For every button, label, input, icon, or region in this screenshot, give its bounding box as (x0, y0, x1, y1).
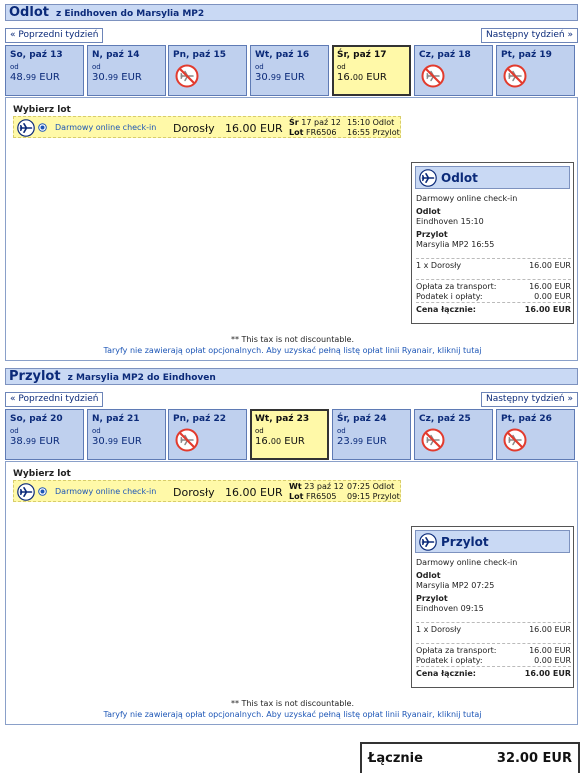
summary-header (415, 166, 570, 189)
summary-checkin: Darmowy online check-in (416, 558, 518, 567)
day-from-label: od (10, 63, 19, 71)
summary-arrival-label: Przylot (416, 594, 448, 603)
summary-departure-value: Marsylia MP2 07:25 (416, 581, 495, 590)
summary-transport-row: Opłata za transport: 16.00 EUR (416, 643, 571, 655)
flight-date: Wt 23 paź 12 (289, 482, 344, 491)
day-price: 16.00 EUR (255, 436, 305, 447)
tax-note: ** This tax is not discountable. (230, 699, 355, 708)
day-tab[interactable] (5, 45, 84, 96)
plane-icon (419, 533, 437, 551)
day-price: 16.00 EUR (337, 72, 387, 83)
day-label: Pn, paź 22 (173, 414, 226, 424)
day-tab[interactable] (496, 45, 575, 96)
departure-time: 15:10 Odlot (347, 118, 395, 127)
flight-price: 16.00 EUR (225, 486, 283, 499)
summary-header (415, 530, 570, 553)
plane-icon (17, 119, 35, 137)
section-title: Odlot (9, 5, 49, 20)
flight-summary-box (411, 526, 574, 688)
summary-passenger-row: 1 x Dorosły 16.00 EUR (416, 258, 571, 270)
summary-tax-row: Podatek i opłaty: 0.00 EUR (416, 656, 571, 665)
section-header (5, 4, 578, 21)
flight-date: Śr 17 paź 12 (289, 118, 341, 127)
no-flight-icon (503, 428, 527, 452)
section-outbound (5, 4, 578, 362)
day-selector (5, 45, 578, 97)
next-week-button[interactable]: Następny tydzień » (481, 392, 578, 407)
section-title: Przylot (9, 369, 61, 384)
day-tab[interactable] (496, 409, 575, 460)
flight-summary-box (411, 162, 574, 324)
summary-departure-label: Odlot (416, 207, 441, 216)
flight-price: 16.00 EUR (225, 122, 283, 135)
day-tab[interactable] (414, 45, 493, 96)
day-label: So, paź 13 (10, 50, 63, 60)
grand-total-value: 32.00 EUR (496, 751, 572, 766)
section-route: z Eindhoven do Marsylia MP2 (55, 9, 205, 19)
summary-transport-row: Opłata za transport: 16.00 EUR (416, 279, 571, 291)
day-tab[interactable] (332, 45, 411, 96)
day-label: Cz, paź 25 (419, 414, 471, 424)
day-label: Pt, paź 26 (501, 414, 552, 424)
day-tab[interactable] (250, 45, 329, 96)
day-label: Pt, paź 19 (501, 50, 552, 60)
summary-departure-value: Eindhoven 15:10 (416, 217, 484, 226)
plane-icon (17, 483, 35, 501)
flight-panel (5, 461, 578, 725)
day-tab[interactable] (414, 409, 493, 460)
summary-departure-label: Odlot (416, 571, 441, 580)
day-from-label: od (337, 427, 346, 435)
flight-number: Lot FR6506 (289, 128, 337, 137)
day-price: 23.99 EUR (337, 436, 387, 447)
day-tab[interactable] (5, 409, 84, 460)
summary-total-row: Cena łącznie: 16.00 EUR (416, 666, 571, 678)
no-flight-icon (421, 428, 445, 452)
day-tab[interactable] (250, 409, 329, 460)
day-price: 30.99 EUR (92, 72, 142, 83)
summary-arrival-label: Przylot (416, 230, 448, 239)
summary-title: Odlot (441, 171, 478, 185)
summary-passenger-row: 1 x Dorosły 16.00 EUR (416, 622, 571, 634)
day-label: N, paź 14 (92, 50, 140, 60)
choose-flight-label: Wybierz lot (13, 469, 71, 479)
day-price: 38.99 EUR (10, 436, 60, 447)
choose-flight-label: Wybierz lot (13, 105, 71, 115)
plane-icon (419, 169, 437, 187)
section-header (5, 368, 578, 385)
radio-icon[interactable] (38, 123, 47, 132)
prev-week-button[interactable]: « Poprzedni tydzień (5, 28, 103, 43)
summary-checkin: Darmowy online check-in (416, 194, 518, 203)
day-price: 48.99 EUR (10, 72, 60, 83)
passenger-type: Dorosły (173, 486, 215, 499)
day-label: N, paź 21 (92, 414, 140, 424)
fees-link[interactable]: Taryfy nie zawierają opłat opcjonalnych. Aby uzyskać pełną listę opłat linii Ryanair, kliknij tutaj (103, 346, 482, 355)
tax-note: ** This tax is not discountable. (230, 335, 355, 344)
no-flight-icon (175, 64, 199, 88)
day-from-label: od (337, 63, 346, 71)
arrival-time: 09:15 Przylot (347, 492, 400, 501)
flight-panel (5, 97, 578, 361)
radio-icon[interactable] (38, 487, 47, 496)
grand-total-label: Łącznie (368, 751, 423, 766)
passenger-type: Dorosły (173, 122, 215, 135)
summary-tax-row: Podatek i opłaty: 0.00 EUR (416, 292, 571, 301)
flight-option-row[interactable] (13, 116, 401, 138)
section-return (5, 368, 578, 726)
flight-number: Lot FR6505 (289, 492, 337, 501)
day-from-label: od (255, 427, 264, 435)
day-price: 30.99 EUR (255, 72, 305, 83)
no-flight-icon (421, 64, 445, 88)
checkin-text: Darmowy online check-in (55, 487, 157, 496)
grand-total-box (360, 742, 580, 773)
day-from-label: od (92, 63, 101, 71)
day-selector (5, 409, 578, 461)
summary-total-row: Cena łącznie: 16.00 EUR (416, 302, 571, 314)
day-tab[interactable] (168, 409, 247, 460)
next-week-button[interactable]: Następny tydzień » (481, 28, 578, 43)
arrival-time: 16:55 Przylot (347, 128, 400, 137)
day-label: Pn, paź 15 (173, 50, 226, 60)
day-tab[interactable] (87, 45, 166, 96)
summary-arrival-value: Marsylia MP2 16:55 (416, 240, 495, 249)
day-label: Śr, paź 24 (337, 414, 387, 424)
day-label: So, paź 20 (10, 414, 63, 424)
day-from-label: od (92, 427, 101, 435)
prev-week-button[interactable]: « Poprzedni tydzień (5, 392, 103, 407)
day-from-label: od (255, 63, 264, 71)
no-flight-icon (175, 428, 199, 452)
day-from-label: od (10, 427, 19, 435)
section-route: z Marsylia MP2 do Eindhoven (67, 373, 216, 383)
flight-option-row[interactable] (13, 480, 401, 502)
day-tab[interactable] (87, 409, 166, 460)
summary-title: Przylot (441, 535, 489, 549)
day-label: Cz, paź 18 (419, 50, 471, 60)
summary-arrival-value: Eindhoven 09:15 (416, 604, 484, 613)
day-tab[interactable] (332, 409, 411, 460)
fees-link[interactable]: Taryfy nie zawierają opłat opcjonalnych. Aby uzyskać pełną listę opłat linii Ryanair, kliknij tutaj (103, 710, 482, 719)
day-tab[interactable] (168, 45, 247, 96)
day-label: Wt, paź 23 (255, 414, 310, 424)
day-price: 30.99 EUR (92, 436, 142, 447)
day-label: Wt, paź 16 (255, 50, 310, 60)
departure-time: 07:25 Odlot (347, 482, 395, 491)
checkin-text: Darmowy online check-in (55, 123, 157, 132)
day-label: Śr, paź 17 (337, 50, 387, 60)
no-flight-icon (503, 64, 527, 88)
